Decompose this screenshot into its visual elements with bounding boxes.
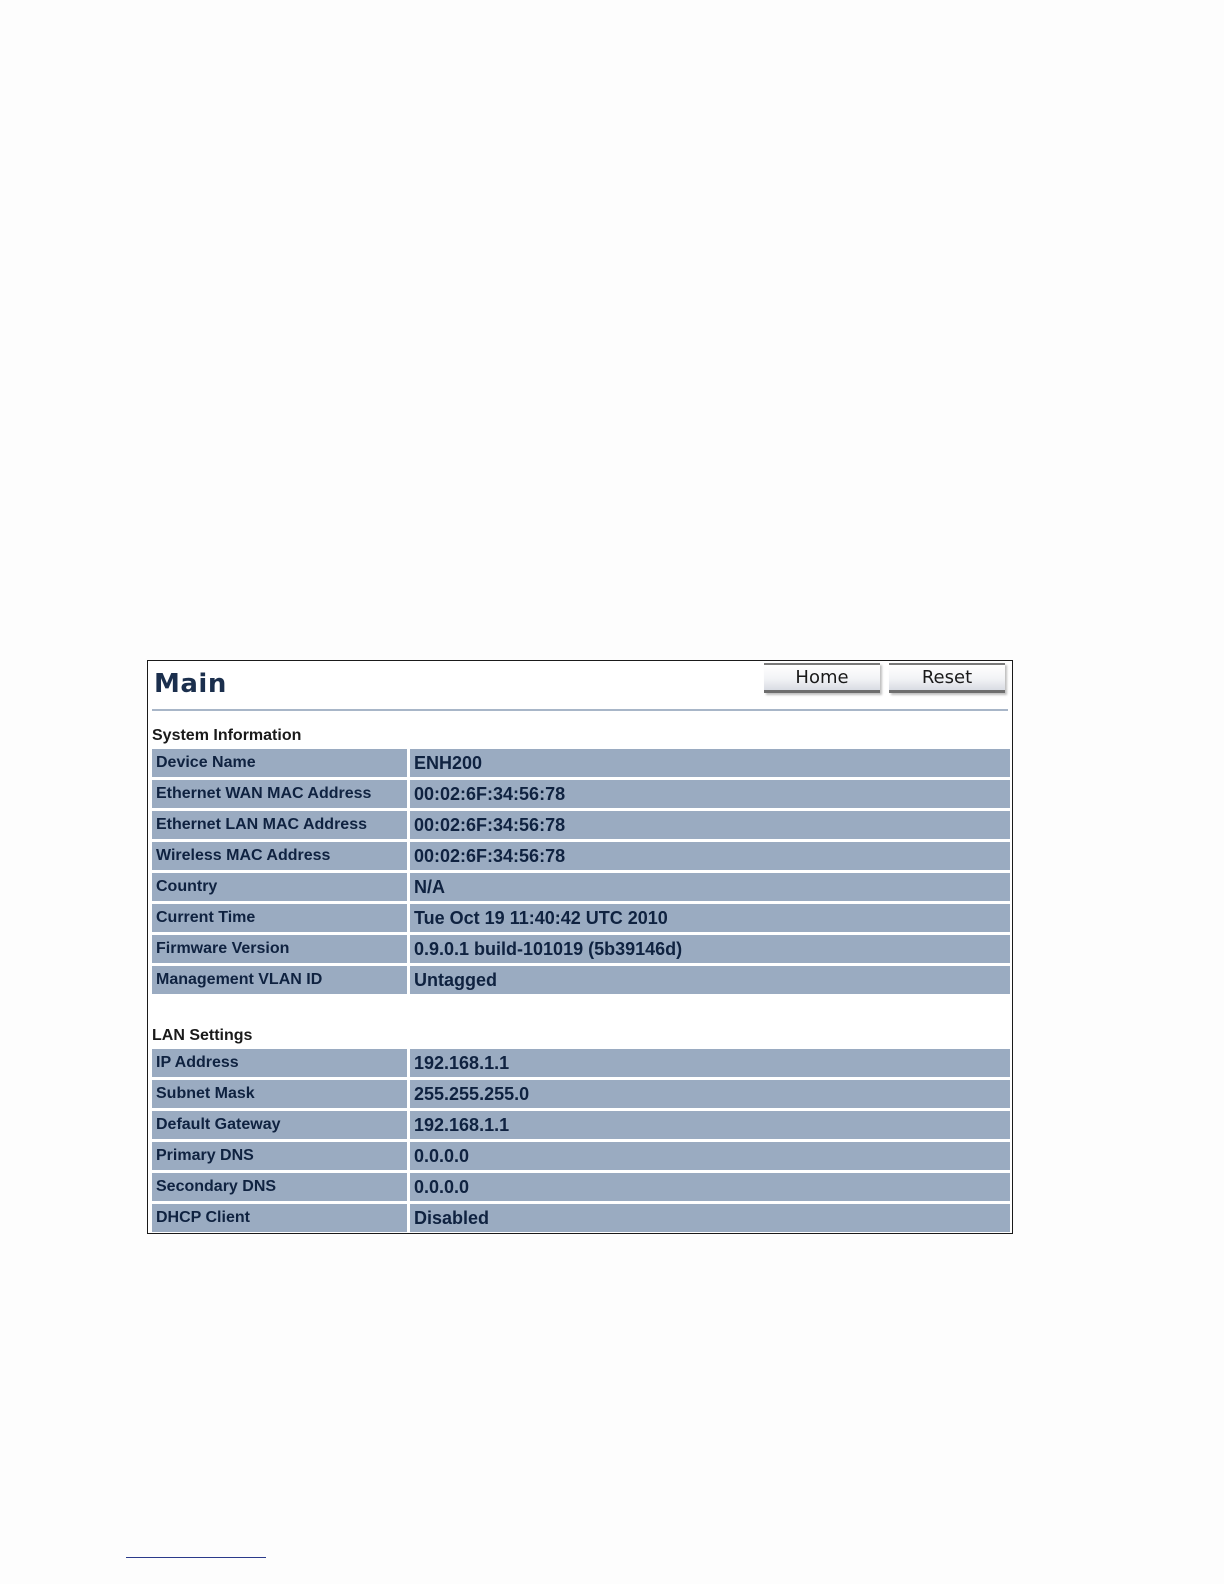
table-row xyxy=(152,749,1010,777)
row-label: DHCP Client xyxy=(152,1204,407,1232)
home-button[interactable]: Home xyxy=(764,663,880,693)
row-label: Country xyxy=(152,873,407,901)
table-row xyxy=(152,966,1010,994)
title-divider xyxy=(152,709,1008,711)
row-value: Untagged xyxy=(410,966,1010,994)
reset-button[interactable]: Reset xyxy=(889,663,1005,693)
row-value: 255.255.255.0 xyxy=(410,1080,1010,1108)
row-label: Default Gateway xyxy=(152,1111,407,1139)
row-value: 00:02:6F:34:56:78 xyxy=(410,780,1010,808)
table-row xyxy=(152,811,1010,839)
row-value: 0.0.0.0 xyxy=(410,1173,1010,1201)
table-row xyxy=(152,1142,1010,1170)
row-value: 192.168.1.1 xyxy=(410,1111,1010,1139)
row-label: Subnet Mask xyxy=(152,1080,407,1108)
row-value: Tue Oct 19 11:40:42 UTC 2010 xyxy=(410,904,1010,932)
row-label: Secondary DNS xyxy=(152,1173,407,1201)
row-value: 00:02:6F:34:56:78 xyxy=(410,811,1010,839)
row-label: Primary DNS xyxy=(152,1142,407,1170)
table-row xyxy=(152,1173,1010,1201)
lan-settings-table xyxy=(152,1049,1010,1235)
system-information-table xyxy=(152,749,1010,997)
row-label: Firmware Version xyxy=(152,935,407,963)
row-label: Device Name xyxy=(152,749,407,777)
row-value: N/A xyxy=(410,873,1010,901)
table-row xyxy=(152,1204,1010,1232)
row-label: Wireless MAC Address xyxy=(152,842,407,870)
table-row xyxy=(152,780,1010,808)
row-value: 192.168.1.1 xyxy=(410,1049,1010,1077)
row-label: Ethernet LAN MAC Address xyxy=(152,811,407,839)
lan-settings-heading: LAN Settings xyxy=(152,1027,253,1044)
table-row xyxy=(152,873,1010,901)
row-value: 0.0.0.0 xyxy=(410,1142,1010,1170)
table-row xyxy=(152,935,1010,963)
table-row xyxy=(152,1049,1010,1077)
row-label: Management VLAN ID xyxy=(152,966,407,994)
row-value: Disabled xyxy=(410,1204,1010,1232)
row-label: Ethernet WAN MAC Address xyxy=(152,780,407,808)
row-value: 00:02:6F:34:56:78 xyxy=(410,842,1010,870)
table-row xyxy=(152,1111,1010,1139)
table-row xyxy=(152,1080,1010,1108)
table-row xyxy=(152,904,1010,932)
table-row xyxy=(152,842,1010,870)
row-value: ENH200 xyxy=(410,749,1010,777)
main-panel xyxy=(147,660,1013,1234)
row-label: Current Time xyxy=(152,904,407,932)
row-value: 0.9.0.1 build-101019 (5b39146d) xyxy=(410,935,1010,963)
page-title: Main xyxy=(154,669,227,699)
system-information-heading: System Information xyxy=(152,727,302,744)
footnote-separator xyxy=(126,1557,266,1558)
row-label: IP Address xyxy=(152,1049,407,1077)
